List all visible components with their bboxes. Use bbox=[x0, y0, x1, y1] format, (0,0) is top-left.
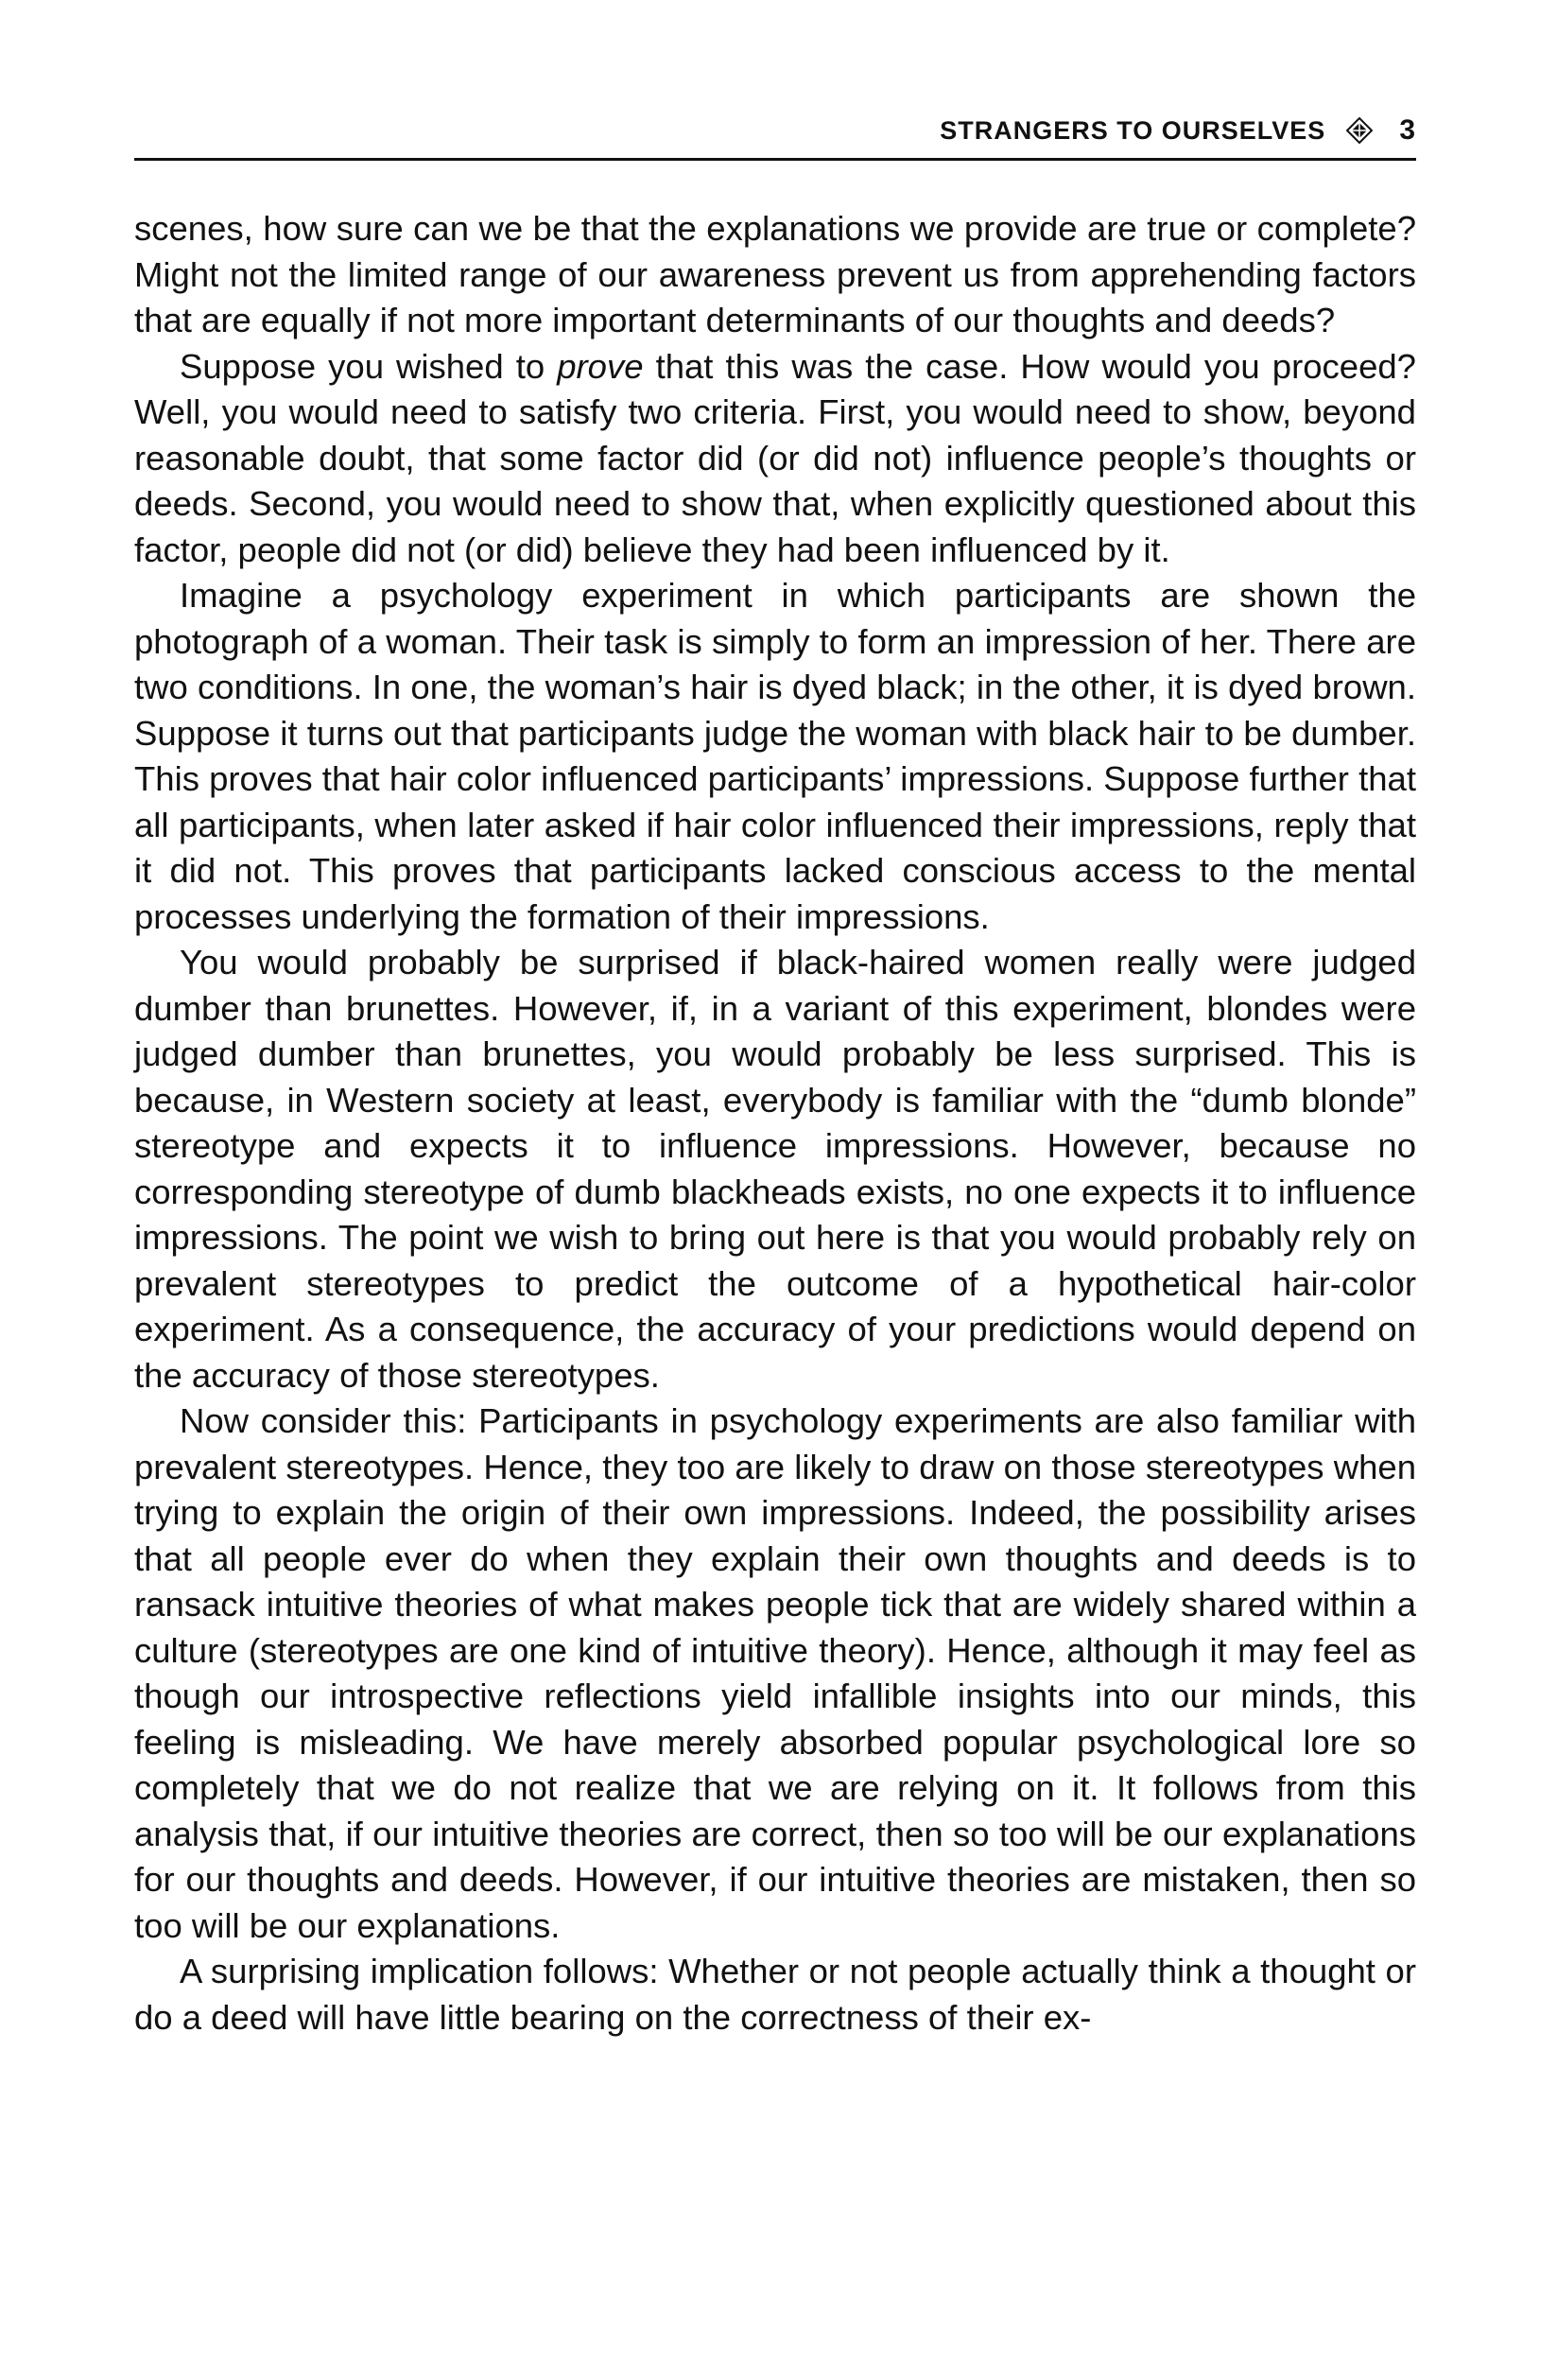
emphasis-prove: prove bbox=[557, 346, 644, 386]
paragraph-2-end: that this was the case. How would you proceed? Well, you would need to satisfy two criteria. First, you would need to show, beyond reasonable doubt, that some factor did (or did not) influence people’s thoughts or deeds. Second, you would need to show that, when explicitly questioned about this factor, people did not (or did) believe they had been influenced by it. bbox=[134, 346, 1416, 569]
paragraph-2-start: Suppose you wished to bbox=[180, 346, 558, 386]
paragraph-5: Now consider this: Participants in psychology experiments are also familiar with prevalent stereotypes. Hence, they too are likely to draw on those stereotypes when trying to explain the origin of their own impressions. Indeed, the possibility arises that all people ever do when they explain their own thoughts and deeds is to ransack intuitive theories of what makes people tick that are widely shared within a culture (stereotypes are one kind of intuitive theory). Hence, although it may feel as though our introspective reflections yield infallible insights into our minds, this feeling is misleading. We have merely absorbed popular psychological lore so completely that we do not realize that we are relying on it. It follows from this analysis that, if our intuitive theories are correct, then so too will be our explanations for our thoughts and deeds. However, if our intuitive theories are mistaken, then so too will be our explanations. bbox=[134, 1401, 1416, 1945]
header-rule bbox=[134, 158, 1416, 161]
body-text bbox=[134, 206, 1416, 2041]
page-number: 3 bbox=[1399, 114, 1416, 146]
running-head bbox=[940, 112, 1416, 149]
paragraph-1: scenes, how sure can we be that the explanations we provide are true or complete? Might not the limited range of our awareness prevent us from apprehending factors that are equally if not more important determinants of our thoughts and deeds? bbox=[134, 209, 1416, 339]
paragraph-3: Imagine a psychology experiment in which participants are shown the photograph of a woman. Their task is simply to form an impression of her. There are two conditions. In one, the woman’s hair is dyed black; in the other, it is dyed brown. Suppose it turns out that participants judge the woman with black hair to be dumber. This proves that hair color influenced participants’ impressions. Suppose further that all participants, when later asked if hair color influenced their impressions, reply that it did not. This proves that participants lacked conscious access to the mental processes underlying the formation of their impressions. bbox=[134, 576, 1416, 936]
paragraph-6: A surprising implication follows: Whether or not people actually think a thought or do a deed will have little bearing on the correctness of their ex- bbox=[134, 1952, 1416, 2037]
paragraph-4: You would probably be surprised if black-haired women really were judged dumber than brunettes. However, if, in a variant of this experiment, blondes were judged dumber than brunettes, you would probably be less surprised. This is because, in Western society at least, everybody is familiar with the “dumb blonde” stereotype and expects it to influence impressions. However, because no corresponding stereotype of dumb blackheads exists, no one expects it to influence impressions. The point we wish to bring out here is that you would probably rely on prevalent stereotypes to predict the outcome of a hypothetical hair-color experiment. As a consequence, the accuracy of your predictions would depend on the accuracy of those stereotypes. bbox=[134, 943, 1416, 1395]
running-title: STRANGERS TO OURSELVES bbox=[940, 115, 1326, 145]
diamond-ornament-icon bbox=[1346, 117, 1373, 144]
paragraph-2 bbox=[134, 344, 1416, 574]
